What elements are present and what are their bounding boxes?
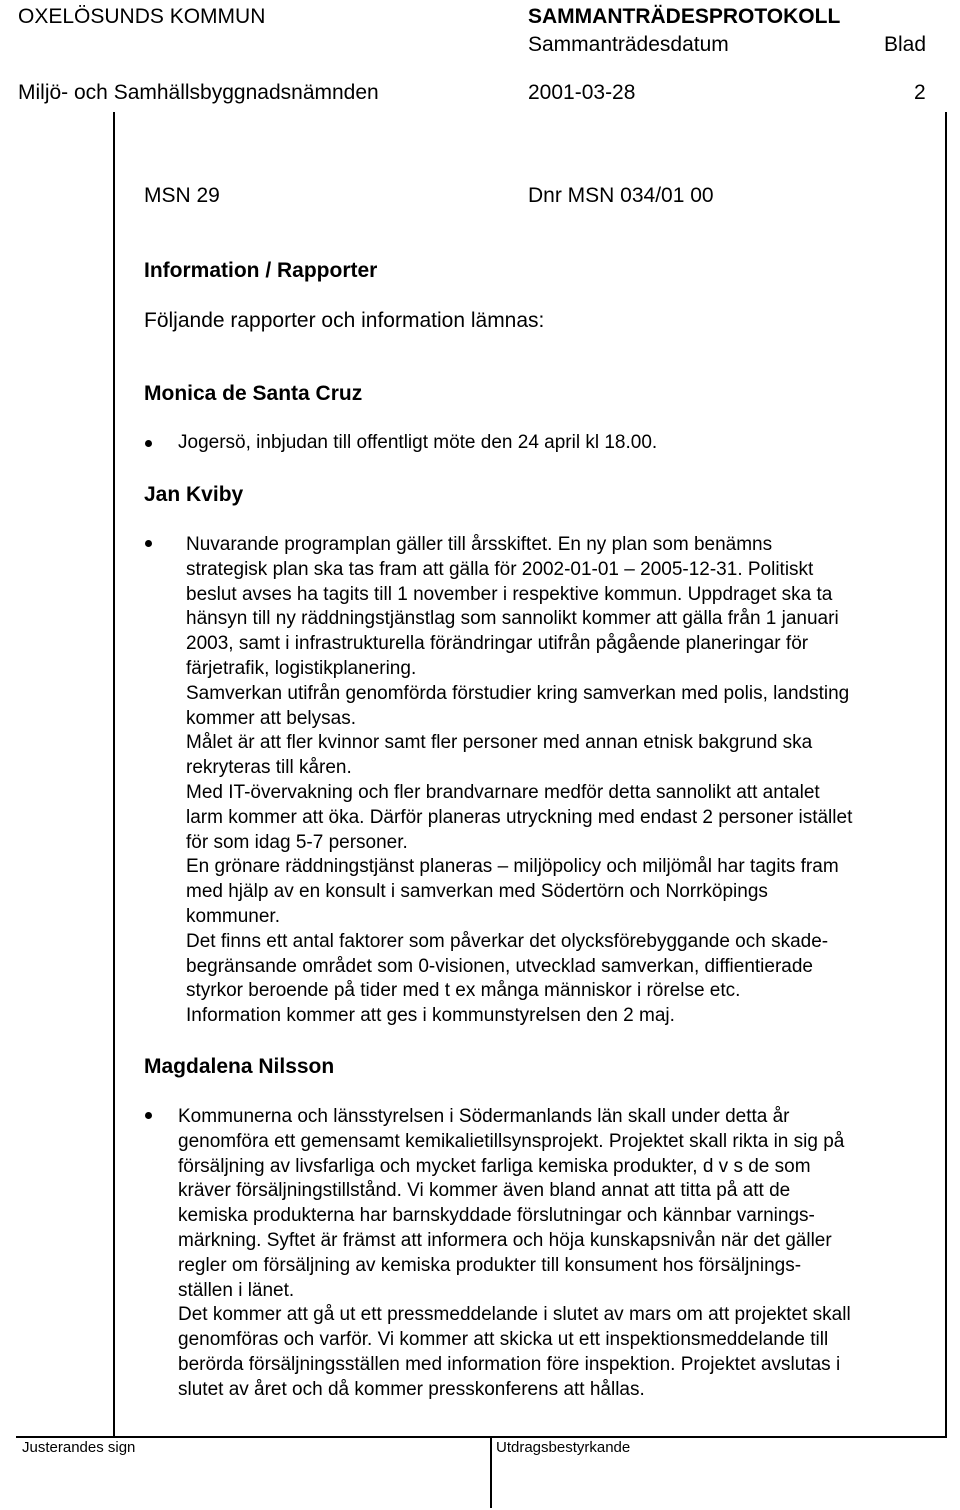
text-line: försäljning av livsfarliga och mycket farliga kemiska produkter, d v s de som <box>178 1155 811 1177</box>
meeting-date: 2001-03-28 <box>528 81 636 104</box>
text-line: kräver försäljningstillstånd. Vi kommer även bland annat att titta på att de <box>178 1180 791 1202</box>
text-line: Det kommer att gå ut ett pressmeddelande i slutet av mars om att projektet skall <box>178 1304 851 1326</box>
text-line: Information kommer att ges i kommunstyrelsen den 2 maj. <box>186 1005 675 1027</box>
text-line: Med IT-övervakning och fler brandvarnare medför detta sannolikt att antalet <box>186 781 820 803</box>
municipality-name: OXELÖSUNDS KOMMUN <box>18 5 266 28</box>
text-line: larm kommer att öka. Därför planeras utryckning med endast 2 personer istället <box>186 806 853 828</box>
text-line: Jogersö, inbjudan till offentligt möte den 24 april kl 18.00. <box>178 432 658 453</box>
text-line: En grönare räddningstjänst planeras – miljöpolicy och miljömål har tagits fram <box>186 856 839 878</box>
page-number: 2 <box>914 81 926 104</box>
text-line: genomföra ett gemensamt kemikalietillsynsprojekt. Projektet skall rikta in sig på <box>178 1130 845 1152</box>
text-line: begränsande området som 0-visionen, utvecklad samverkan, diffientierade <box>186 955 813 977</box>
text-line: för som idag 5-7 personer. <box>186 831 408 853</box>
text-line: Kommunerna och länsstyrelsen i Södermanlands län skall under detta år <box>178 1106 790 1127</box>
bullet-text <box>186 533 852 1029</box>
committee-name: Miljö- och Samhällsbyggnadsnämnden <box>18 81 379 104</box>
left-margin-rule <box>113 112 115 1438</box>
right-margin-rule <box>945 112 947 1438</box>
diary-number: Dnr MSN 034/01 00 <box>528 184 714 207</box>
footer-certification-label: Utdragsbestyrkande <box>496 1439 631 1456</box>
bullet-text <box>178 431 657 456</box>
text-line: styrkor beroende på tider med t ex många människor i rörelse etc. <box>186 980 741 1002</box>
text-line: Samverkan utifrån genomförda förstudier kring samverkan med polis, landsting <box>186 682 850 704</box>
text-line: Nuvarande programplan gäller till årsskiftet. En ny plan som benämns <box>186 534 773 555</box>
footer-divider <box>490 1436 492 1508</box>
bullet-icon <box>145 1112 152 1119</box>
text-line: Målet är att fler kvinnor samt fler personer med annan etnisk bakgrund ska <box>186 732 813 754</box>
text-line: beslut avses ha tagits till 1 november i respektive kommun. Uppdraget ska ta <box>186 583 833 605</box>
text-line: färjetrafik, logistikplanering. <box>186 657 417 679</box>
text-line: kommer att belysas. <box>186 707 356 729</box>
text-line: genomföras och varför. Vi kommer att skicka ut ett inspektionsmeddelande till <box>178 1329 829 1351</box>
text-line: Det finns ett antal faktorer som påverkar det olycksförebyggande och skade- <box>186 930 829 952</box>
speaker-name: Magdalena Nilsson <box>144 1055 335 1078</box>
text-line: slutet av året och då kommer presskonferens att hållas. <box>178 1378 645 1400</box>
case-number: MSN 29 <box>144 184 220 207</box>
text-line: regler om försäljning av kemiska produkter till konsument hos försäljnings- <box>178 1254 802 1276</box>
text-line: ställen i länet. <box>178 1279 295 1301</box>
text-line: märkning. Syftet är främst att informera och höja kunskapsnivån när det gäller <box>178 1229 832 1251</box>
text-line: kemiska produkterna har barnskyddade förslutningar och kännbar varnings- <box>178 1205 815 1227</box>
bullet-icon <box>145 540 152 547</box>
text-line: med hjälp av en konsult i samverkan med Södertörn och Norrköpings <box>186 881 768 903</box>
text-line: strategisk plan ska tas fram att gälla för 2002-01-01 – 2005-12-31. Politiskt <box>186 558 814 580</box>
section-intro: Följande rapporter och information lämnas: <box>144 309 545 332</box>
text-line: kommuner. <box>186 905 280 927</box>
protocol-title: SAMMANTRÄDESPROTOKOLL <box>528 5 841 28</box>
section-title: Information / Rapporter <box>144 259 378 282</box>
speaker-name: Jan Kviby <box>144 483 244 506</box>
footer-signature-label: Justerandes sign <box>22 1439 136 1456</box>
text-line: rekryteras till kåren. <box>186 757 352 779</box>
bullet-icon <box>145 440 152 447</box>
footer-rule <box>16 1436 947 1438</box>
date-label: Sammanträdesdatum <box>528 33 729 56</box>
bullet-text <box>178 1105 851 1403</box>
text-line: berörda försäljningsställen med information före inspektion. Projektet avslutas i <box>178 1353 841 1375</box>
page-label: Blad <box>884 33 927 56</box>
text-line: 2003, samt i infrastrukturella förändringar utifrån pågående planeringar för <box>186 633 809 655</box>
text-line: hänsyn till ny räddningstjänstlag som sannolikt kommer att gälla från 1 januari <box>186 608 839 630</box>
speaker-name: Monica de Santa Cruz <box>144 382 363 405</box>
